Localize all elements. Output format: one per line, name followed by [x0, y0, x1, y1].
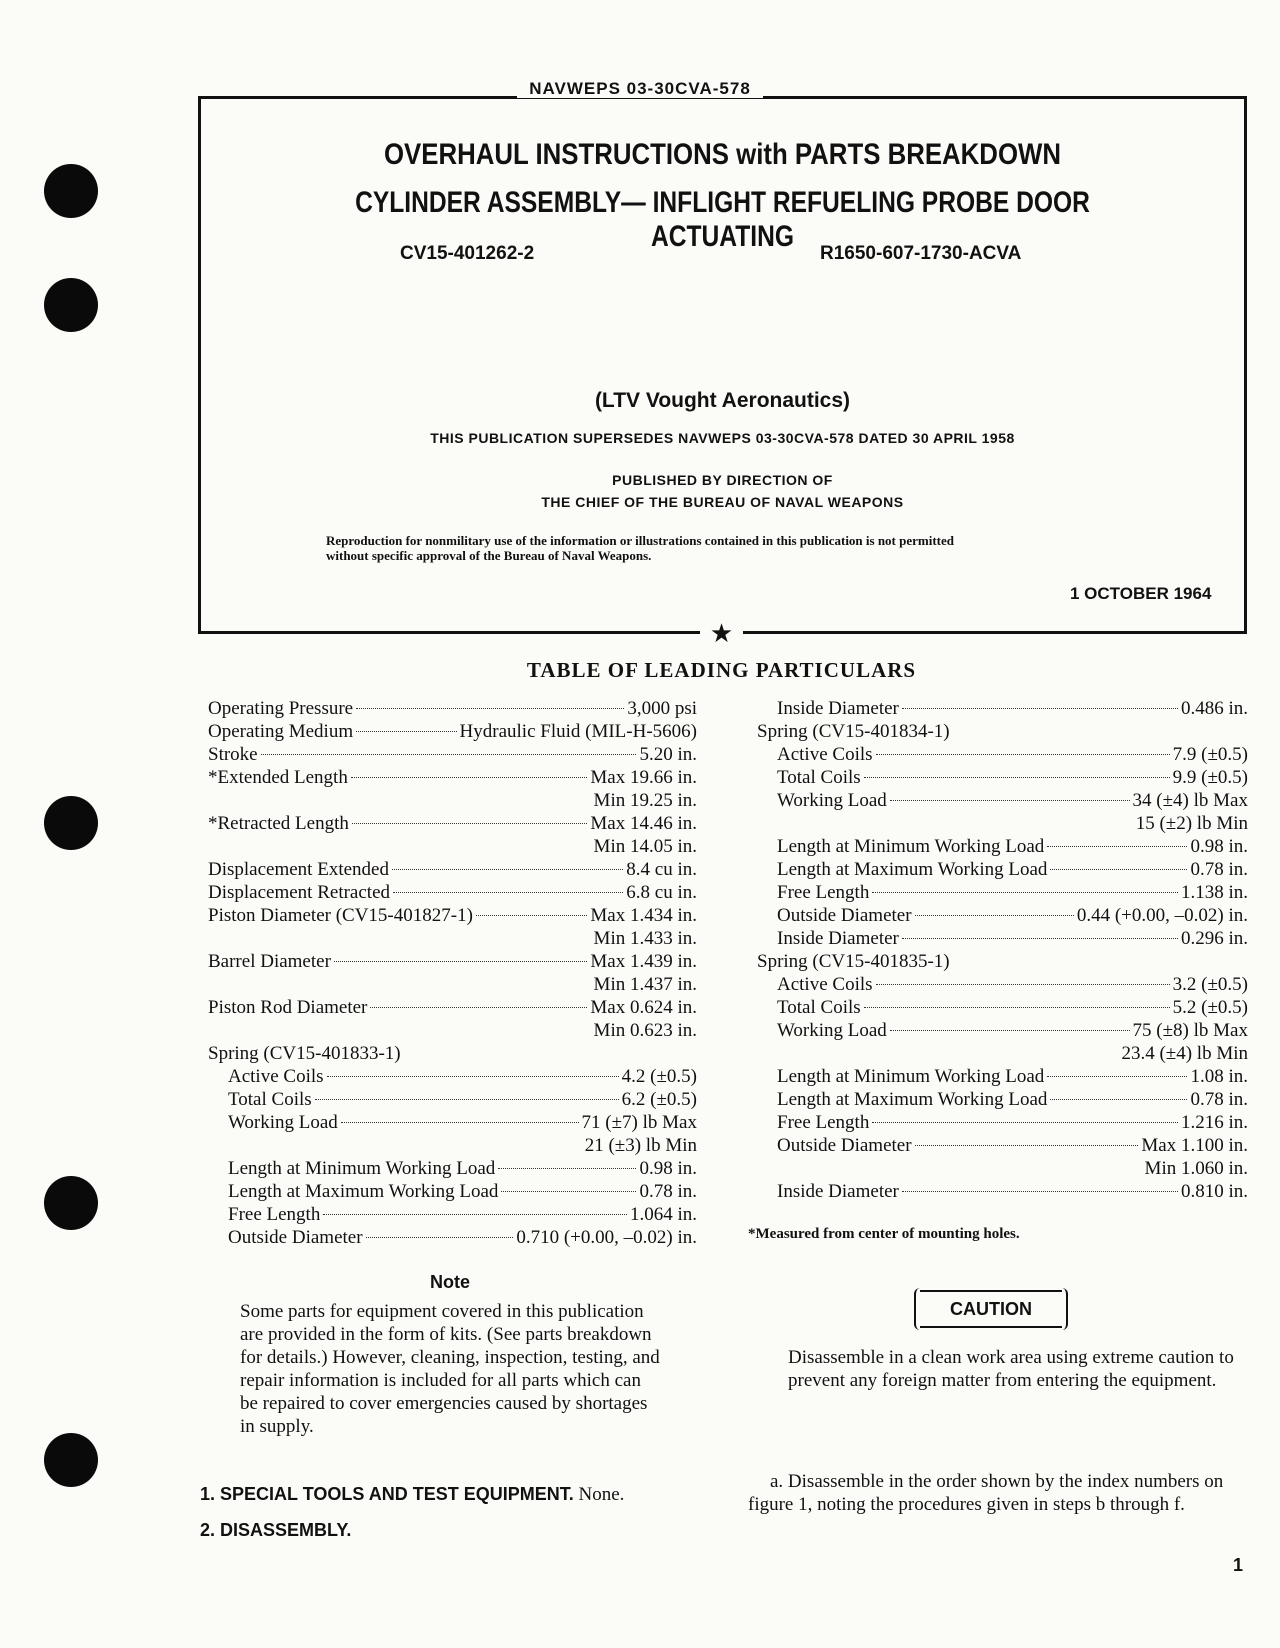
particular-row: [208, 812, 697, 835]
particular-value: Min 1.060 in.: [1144, 1158, 1248, 1179]
particular-label: Outside Diameter: [777, 905, 912, 926]
footnote: *Measured from center of mounting holes.: [748, 1226, 1020, 1242]
particular-row: [777, 881, 1248, 904]
particular-value: Min 1.437 in.: [593, 974, 697, 995]
particular-value: 0.78 in.: [1190, 1089, 1248, 1110]
particular-value: 9.9 (±0.5): [1172, 767, 1248, 788]
leader-dots: [323, 1214, 627, 1215]
particular-row: [208, 835, 697, 858]
section-1: [200, 1484, 624, 1506]
leader-dots: [393, 892, 623, 893]
particular-row: [228, 1134, 697, 1157]
particular-label: Outside Diameter: [228, 1227, 363, 1248]
particular-label: Piston Rod Diameter: [208, 997, 368, 1018]
particular-row: [228, 1180, 697, 1203]
particular-row: [208, 766, 697, 789]
particular-row: [757, 720, 1248, 743]
note-text: Some parts for equipment covered in this publication are provided in the form of kits. (See parts breakdown for details.) However, cleaning, inspection, testing, and repair information is included for all parts which can be repaired to cover emergencies caused by shortages in supply.: [240, 1301, 660, 1437]
leader-dots: [890, 800, 1130, 801]
leader-dots: [864, 1007, 1170, 1008]
punch-hole-2: [44, 278, 98, 332]
reproduction-notice: [326, 533, 1126, 563]
particular-value: 71 (±7) lb Max: [581, 1112, 697, 1133]
particular-group-label: Spring (CV15-401833-1): [208, 1043, 401, 1064]
particular-row: [208, 904, 697, 927]
leader-dots: [872, 1122, 1178, 1123]
leader-dots: [1050, 1099, 1187, 1100]
punch-hole-1: [44, 164, 98, 218]
leader-dots: [915, 1145, 1139, 1146]
particular-row: [777, 927, 1248, 950]
particular-label: Total Coils: [777, 767, 861, 788]
leader-dots: [356, 731, 456, 732]
leader-dots: [890, 1030, 1130, 1031]
particular-label: Free Length: [228, 1204, 321, 1225]
particular-row: [208, 789, 697, 812]
particular-label: Piston Diameter (CV15-401827-1): [208, 905, 473, 926]
particular-value: 6.8 cu in.: [626, 882, 697, 903]
particular-row: [757, 950, 1248, 973]
particular-label: Inside Diameter: [777, 698, 899, 719]
leader-dots: [334, 961, 587, 962]
particular-row: [228, 1203, 697, 1226]
table-title: TABLE OF LEADING PARTICULARS: [526, 658, 917, 682]
leader-dots: [352, 823, 588, 824]
particular-value: 0.296 in.: [1180, 928, 1248, 949]
particular-group-label: Spring (CV15-401835-1): [757, 951, 950, 972]
particular-value: 0.710 (+0.00, –0.02) in.: [516, 1227, 697, 1248]
document-title: OVERHAUL INSTRUCTIONS with PARTS BREAKDOWN: [383, 138, 1062, 171]
published-by-line-1: PUBLISHED BY DIRECTION OF: [612, 472, 833, 488]
caution-text: Disassemble in a clean work area using extreme caution to prevent any foreign matter from entering the equipment.: [788, 1347, 1234, 1391]
particular-value: 0.44 (+0.00, –0.02) in.: [1076, 905, 1248, 926]
particular-value: Max 1.100 in.: [1141, 1135, 1248, 1156]
reproduction-line-2: without specific approval of the Bureau of Naval Weapons.: [326, 548, 652, 563]
particular-value: 5.2 (±0.5): [1172, 997, 1248, 1018]
leader-dots: [1047, 1076, 1187, 1077]
particular-value: Hydraulic Fluid (MIL-H-5606): [459, 721, 697, 742]
particular-value: 15 (±2) lb Min: [1135, 813, 1248, 834]
particular-row: [777, 1042, 1248, 1065]
document-id: NAVWEPS 03-30CVA-578: [0, 79, 1280, 99]
particular-value: Min 19.25 in.: [593, 790, 697, 811]
particular-row: [228, 1226, 697, 1249]
particular-label: Length at Minimum Working Load: [777, 836, 1045, 857]
particular-label: Working Load: [777, 790, 887, 811]
leader-dots: [915, 915, 1074, 916]
particular-label: *Retracted Length: [208, 813, 349, 834]
particular-row: [208, 858, 697, 881]
particular-row: [228, 1088, 697, 1111]
particular-value: Max 1.439 in.: [590, 951, 697, 972]
particular-value: 0.98 in.: [1190, 836, 1248, 857]
document-subtitle: CYLINDER ASSEMBLY— INFLIGHT REFUELING PROBE DOOR ACTUATING: [355, 186, 1090, 253]
leader-dots: [1047, 846, 1187, 847]
particular-label: Length at Maximum Working Load: [777, 859, 1048, 880]
particular-label: Total Coils: [228, 1089, 312, 1110]
particular-row: [208, 950, 697, 973]
particular-value: 8.4 cu in.: [626, 859, 697, 880]
leader-dots: [876, 984, 1170, 985]
particular-value: 1.138 in.: [1180, 882, 1248, 903]
particular-value: 0.78 in.: [1190, 859, 1248, 880]
leader-dots: [864, 777, 1170, 778]
particular-label: *Extended Length: [208, 767, 348, 788]
leader-dots: [902, 938, 1178, 939]
section-1-text: None.: [573, 1484, 625, 1505]
particular-label: Length at Maximum Working Load: [777, 1089, 1048, 1110]
particular-label: Inside Diameter: [777, 928, 899, 949]
particular-row: [777, 1111, 1248, 1134]
particular-value: 0.486 in.: [1180, 698, 1248, 719]
leader-dots: [498, 1168, 636, 1169]
particular-row: [777, 1180, 1248, 1203]
particular-row: [777, 1019, 1248, 1042]
particular-value: Max 0.624 in.: [590, 997, 697, 1018]
particular-label: Active Coils: [777, 974, 873, 995]
particular-row: [777, 766, 1248, 789]
step-a: a. Disassemble in the order shown by the index numbers on figure 1, noting the procedures given in steps b through f.: [748, 1471, 1224, 1515]
particular-row: [208, 996, 697, 1019]
particular-value: Min 1.433 in.: [593, 928, 697, 949]
leader-dots: [341, 1122, 579, 1123]
particular-row: [208, 743, 697, 766]
leader-dots: [872, 892, 1178, 893]
particular-row: [777, 1134, 1248, 1157]
leader-dots: [327, 1076, 619, 1077]
particular-label: Active Coils: [777, 744, 873, 765]
particular-row: [777, 743, 1248, 766]
particular-row: [777, 697, 1248, 720]
particular-value: 34 (±4) lb Max: [1132, 790, 1248, 811]
particular-value: 21 (±3) lb Min: [584, 1135, 697, 1156]
particular-row: [777, 1065, 1248, 1088]
part-number: CV15-401262-2: [400, 243, 535, 264]
particular-label: Length at Minimum Working Load: [777, 1066, 1045, 1087]
page-number: 1: [1233, 1555, 1244, 1575]
particular-label: Active Coils: [228, 1066, 324, 1087]
particular-value: 75 (±8) lb Max: [1132, 1020, 1248, 1041]
particular-value: 1.216 in.: [1180, 1112, 1248, 1133]
particular-value: 1.08 in.: [1190, 1066, 1248, 1087]
leader-dots: [366, 1237, 514, 1238]
particular-value: Min 0.623 in.: [593, 1020, 697, 1041]
particular-label: Inside Diameter: [777, 1181, 899, 1202]
particular-row: [777, 973, 1248, 996]
particular-value: 0.78 in.: [639, 1181, 697, 1202]
leader-dots: [261, 754, 637, 755]
particular-value: Max 1.434 in.: [590, 905, 697, 926]
particular-label: Operating Medium: [208, 721, 354, 742]
particular-label: Total Coils: [777, 997, 861, 1018]
particular-value: 1.064 in.: [629, 1204, 697, 1225]
leader-dots: [315, 1099, 619, 1100]
particular-value: Max 19.66 in.: [590, 767, 697, 788]
leader-dots: [356, 708, 624, 709]
section-2: [200, 1520, 351, 1541]
particular-label: Length at Minimum Working Load: [228, 1158, 496, 1179]
punch-hole-3: [44, 796, 98, 850]
published-by-line-2: THE CHIEF OF THE BUREAU OF NAVAL WEAPONS: [541, 494, 904, 510]
leader-dots: [501, 1191, 636, 1192]
leader-dots: [392, 869, 623, 870]
particular-value: 23.4 (±4) lb Min: [1121, 1043, 1248, 1064]
particular-row: [228, 1065, 697, 1088]
particular-row: [777, 789, 1248, 812]
particular-row: [208, 973, 697, 996]
particular-label: Working Load: [777, 1020, 887, 1041]
leader-dots: [902, 1191, 1178, 1192]
punch-hole-5: [44, 1433, 98, 1487]
particular-value: 3.2 (±0.5): [1172, 974, 1248, 995]
particular-label: Barrel Diameter: [208, 951, 331, 972]
section-1-heading: 1. SPECIAL TOOLS AND TEST EQUIPMENT.: [200, 1484, 574, 1504]
particular-row: [208, 720, 697, 743]
particular-row: [777, 996, 1248, 1019]
particular-row: [208, 697, 697, 720]
reference-number: R1650-607-1730-ACVA: [820, 243, 1022, 264]
reproduction-line-1: Reproduction for nonmilitary use of the information or illustrations contained in this publication is not permitted: [326, 533, 955, 548]
particular-row: [228, 1111, 697, 1134]
particular-row: [208, 927, 697, 950]
particular-label: Displacement Retracted: [208, 882, 391, 903]
particular-label: Stroke: [208, 744, 258, 765]
section-2-heading: 2. DISASSEMBLY.: [200, 1520, 352, 1540]
particular-label: Free Length: [777, 882, 870, 903]
particular-row: [208, 1042, 697, 1065]
particular-value: 6.2 (±0.5): [621, 1089, 697, 1110]
particular-row: [208, 881, 697, 904]
leader-dots: [902, 708, 1178, 709]
leader-dots: [876, 754, 1170, 755]
particular-label: Length at Maximum Working Load: [228, 1181, 499, 1202]
particular-group-label: Spring (CV15-401834-1): [757, 721, 950, 742]
particular-value: 0.810 in.: [1180, 1181, 1248, 1202]
particular-row: [777, 858, 1248, 881]
leader-dots: [351, 777, 588, 778]
particular-value: Max 14.46 in.: [590, 813, 697, 834]
leader-dots: [370, 1007, 587, 1008]
leader-dots: [1050, 869, 1187, 870]
publication-date: 1 OCTOBER 1964: [1070, 584, 1212, 603]
particular-value: 7.9 (±0.5): [1172, 744, 1248, 765]
particular-value: Min 14.05 in.: [593, 836, 697, 857]
particular-value: 5.20 in.: [639, 744, 697, 765]
particular-row: [777, 904, 1248, 927]
particular-row: [777, 835, 1248, 858]
caution-label: CAUTION: [920, 1290, 1062, 1328]
note-title: Note: [430, 1272, 470, 1292]
punch-hole-4: [44, 1176, 98, 1230]
particular-label: Free Length: [777, 1112, 870, 1133]
particular-label: Working Load: [228, 1112, 338, 1133]
leader-dots: [476, 915, 587, 916]
particular-label: Outside Diameter: [777, 1135, 912, 1156]
particular-row: [777, 1088, 1248, 1111]
star-icon: ★: [0, 619, 1280, 649]
particular-value: 0.98 in.: [639, 1158, 697, 1179]
particular-row: [208, 1019, 697, 1042]
particular-row: [777, 812, 1248, 835]
particular-row: [777, 1157, 1248, 1180]
particular-value: 3,000 psi: [627, 698, 697, 719]
particular-label: Operating Pressure: [208, 698, 354, 719]
particular-row: [228, 1157, 697, 1180]
particular-value: 4.2 (±0.5): [621, 1066, 697, 1087]
supersedes-notice: THIS PUBLICATION SUPERSEDES NAVWEPS 03-30CVA-578 DATED 30 APRIL 1958: [430, 430, 1015, 446]
particular-label: Displacement Extended: [208, 859, 389, 880]
manufacturer: (LTV Vought Aeronautics): [594, 389, 851, 412]
